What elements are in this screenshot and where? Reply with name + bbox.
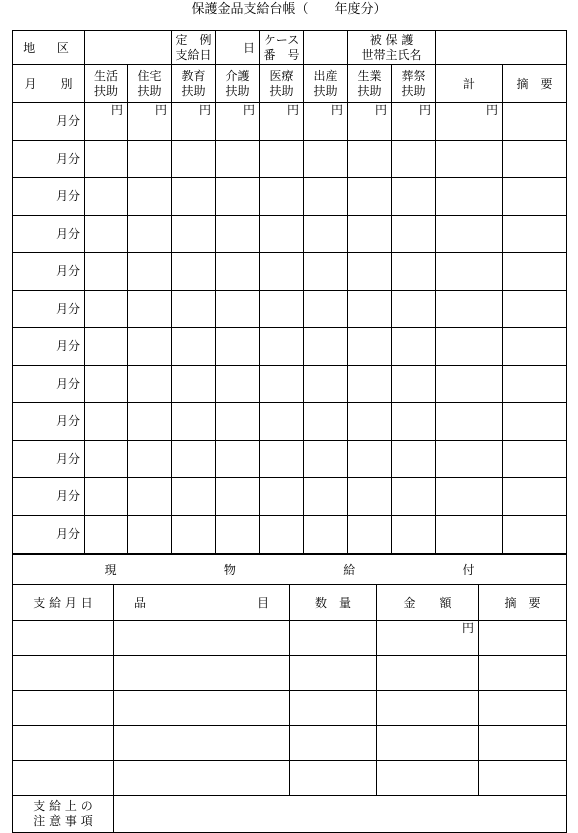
col-header-4: 医療 扶助 <box>260 65 304 103</box>
month-row <box>13 290 567 328</box>
amount-cell[interactable] <box>260 103 304 141</box>
amount-cell[interactable] <box>172 403 216 441</box>
amount-cell[interactable] <box>172 140 216 178</box>
amount-cell[interactable] <box>85 178 128 216</box>
amount-cell[interactable] <box>348 403 392 441</box>
inkind-row <box>13 656 567 691</box>
inkind-rows <box>13 621 567 796</box>
month-row <box>13 478 567 516</box>
amount-cell[interactable] <box>172 253 216 291</box>
quantity-cell[interactable] <box>290 726 377 761</box>
amount-cell[interactable] <box>260 440 304 478</box>
col-header-0: 生活 扶助 <box>85 65 128 103</box>
inkind-title-row <box>13 555 567 585</box>
amount-cell[interactable] <box>436 365 503 403</box>
amount-cell[interactable] <box>436 440 503 478</box>
amount-cell[interactable] <box>85 478 128 516</box>
amount-cell[interactable] <box>172 103 216 141</box>
amount-cell[interactable] <box>436 103 503 141</box>
quantity-cell[interactable] <box>290 761 377 796</box>
amount-cell[interactable] <box>304 515 348 553</box>
amount-cell[interactable] <box>436 178 503 216</box>
col-header-6: 生業 扶助 <box>348 65 392 103</box>
amount-cell[interactable] <box>436 328 503 366</box>
amount-cell[interactable] <box>392 478 436 516</box>
item-cell[interactable] <box>114 726 290 761</box>
header-info-row <box>13 31 567 65</box>
amount-cell[interactable] <box>260 478 304 516</box>
amount-cell[interactable] <box>172 440 216 478</box>
inkind-row <box>13 691 567 726</box>
amount-cell[interactable] <box>304 178 348 216</box>
case-bottom: 番 号 <box>263 47 300 62</box>
month-row-label: 月分 <box>13 178 85 216</box>
col-header-5: 出産 扶助 <box>304 65 348 103</box>
amount-cell[interactable] <box>436 253 503 291</box>
case-number-field[interactable] <box>304 31 348 65</box>
notes-label: 支 給 上 の 注 意 事 項 <box>13 796 114 833</box>
amount-cell[interactable] <box>172 478 216 516</box>
regular-day-bottom: 支給日 <box>175 47 212 62</box>
amount-cell[interactable] <box>377 726 479 761</box>
amount-cell[interactable] <box>377 656 479 691</box>
month-row <box>13 215 567 253</box>
case-number-label <box>260 31 304 65</box>
amount-cell[interactable] <box>128 403 172 441</box>
month-row-label: 月分 <box>13 290 85 328</box>
date-cell[interactable] <box>13 656 114 691</box>
title-suffix: 年度分） <box>334 2 387 17</box>
month-row <box>13 365 567 403</box>
amount-cell[interactable] <box>85 215 128 253</box>
month-label: 月 別 <box>13 65 85 103</box>
remarks-label: 摘 要 <box>503 65 567 103</box>
notes-field[interactable] <box>114 796 567 833</box>
yen-unit: 円 <box>419 103 432 117</box>
amount-cell[interactable] <box>128 253 172 291</box>
month-row <box>13 178 567 216</box>
yen-unit: 円 <box>110 103 123 117</box>
amount-cell[interactable] <box>85 140 128 178</box>
col-header-3: 介護 扶助 <box>216 65 260 103</box>
remarks-cell[interactable] <box>479 621 567 656</box>
item-cell[interactable] <box>114 621 290 656</box>
amount-cell[interactable] <box>128 365 172 403</box>
amount-cell[interactable] <box>216 440 260 478</box>
amount-cell[interactable] <box>216 215 260 253</box>
amount-cell[interactable] <box>260 215 304 253</box>
amount-label: 金 額 <box>377 585 479 621</box>
quantity-label: 数 量 <box>290 585 377 621</box>
monthly-assistance-table <box>12 30 567 554</box>
item-cell[interactable] <box>114 691 290 726</box>
amount-cell[interactable] <box>172 215 216 253</box>
amount-cell[interactable] <box>392 178 436 216</box>
quantity-cell[interactable] <box>290 656 377 691</box>
month-row-label: 月分 <box>13 215 85 253</box>
amount-cell[interactable] <box>216 328 260 366</box>
household-head-field[interactable] <box>436 31 567 65</box>
amount-cell[interactable] <box>348 440 392 478</box>
amount-cell[interactable] <box>128 328 172 366</box>
amount-cell[interactable] <box>392 515 436 553</box>
month-row <box>13 140 567 178</box>
inkind-header-row <box>13 585 567 621</box>
amount-cell[interactable] <box>172 290 216 328</box>
item-label: 品 目 <box>114 585 290 621</box>
month-row-label: 月分 <box>13 403 85 441</box>
amount-cell[interactable] <box>436 515 503 553</box>
amount-cell[interactable] <box>392 328 436 366</box>
amount-cell[interactable] <box>216 140 260 178</box>
amount-cell[interactable] <box>85 290 128 328</box>
amount-cell[interactable] <box>348 178 392 216</box>
amount-cell[interactable] <box>436 140 503 178</box>
head-bottom: 世帯主氏名 <box>361 47 422 62</box>
remarks-cell[interactable] <box>479 761 567 796</box>
amount-cell[interactable] <box>392 103 436 141</box>
remarks-cell[interactable] <box>503 440 567 478</box>
remarks-cell[interactable] <box>503 103 567 141</box>
amount-cell[interactable] <box>436 290 503 328</box>
col-header-2: 教育 扶助 <box>172 65 216 103</box>
amount-cell[interactable] <box>172 328 216 366</box>
amount-cell[interactable] <box>392 253 436 291</box>
remarks-cell[interactable] <box>503 178 567 216</box>
item-cell[interactable] <box>114 656 290 691</box>
date-cell[interactable] <box>13 621 114 656</box>
amount-cell[interactable] <box>128 140 172 178</box>
amount-cell[interactable] <box>85 515 128 553</box>
remarks-cell[interactable] <box>479 691 567 726</box>
amount-cell[interactable] <box>260 365 304 403</box>
date-cell[interactable] <box>13 691 114 726</box>
title-prefix: 保護金品支給台帳（ <box>191 2 309 17</box>
col-header-1: 住宅 扶助 <box>128 65 172 103</box>
amount-cell[interactable] <box>348 328 392 366</box>
regular-day-field[interactable] <box>216 31 260 65</box>
district-field[interactable] <box>85 31 172 65</box>
inkind-remarks-label: 摘 要 <box>479 585 567 621</box>
yen-unit: 円 <box>486 103 499 117</box>
amount-cell[interactable] <box>260 515 304 553</box>
amount-cell[interactable] <box>128 290 172 328</box>
quantity-cell[interactable] <box>290 621 377 656</box>
remarks-cell[interactable] <box>503 478 567 516</box>
month-row <box>13 440 567 478</box>
month-row <box>13 403 567 441</box>
remarks-cell[interactable] <box>503 253 567 291</box>
amount-cell[interactable] <box>216 403 260 441</box>
amount-cell[interactable] <box>128 478 172 516</box>
date-cell[interactable] <box>13 761 114 796</box>
remarks-cell[interactable] <box>479 726 567 761</box>
amount-cell[interactable] <box>85 403 128 441</box>
yen-unit: 円 <box>461 621 474 635</box>
amount-cell[interactable] <box>128 178 172 216</box>
amount-cell[interactable] <box>348 215 392 253</box>
amount-cell[interactable] <box>128 440 172 478</box>
regular-day-label <box>172 31 216 65</box>
amount-cell[interactable] <box>348 140 392 178</box>
amount-cell[interactable] <box>304 328 348 366</box>
yen-unit: 円 <box>374 103 387 117</box>
inkind-section-title: 現 物 給 付 <box>13 555 567 585</box>
amount-cell[interactable] <box>392 403 436 441</box>
yen-unit: 円 <box>154 103 167 117</box>
month-row <box>13 328 567 366</box>
household-head-label <box>348 31 436 65</box>
inkind-row <box>13 761 567 796</box>
amount-cell[interactable] <box>392 140 436 178</box>
amount-cell[interactable] <box>392 440 436 478</box>
remarks-cell[interactable] <box>503 290 567 328</box>
month-row <box>13 515 567 553</box>
district-label: 地 区 <box>13 31 85 65</box>
amount-cell[interactable] <box>304 478 348 516</box>
month-row-label: 月分 <box>13 478 85 516</box>
amount-cell[interactable] <box>436 403 503 441</box>
amount-cell[interactable] <box>348 290 392 328</box>
amount-cell[interactable] <box>392 365 436 403</box>
head-top: 被 保 護 <box>369 32 414 47</box>
inkind-row <box>13 621 567 656</box>
remarks-cell[interactable] <box>503 365 567 403</box>
amount-cell[interactable] <box>304 215 348 253</box>
amount-cell[interactable] <box>392 290 436 328</box>
remarks-cell[interactable] <box>503 328 567 366</box>
remarks-cell[interactable] <box>503 215 567 253</box>
amount-cell[interactable] <box>216 365 260 403</box>
inkind-row <box>13 726 567 761</box>
remarks-cell[interactable] <box>479 656 567 691</box>
month-row <box>13 253 567 291</box>
month-row-label: 月分 <box>13 365 85 403</box>
amount-cell[interactable] <box>304 253 348 291</box>
amount-cell[interactable] <box>392 215 436 253</box>
amount-cell[interactable] <box>377 621 479 656</box>
supply-date-label: 支 給 月 日 <box>13 585 114 621</box>
amount-cell[interactable] <box>260 178 304 216</box>
amount-cell[interactable] <box>85 328 128 366</box>
month-row-label: 月分 <box>13 253 85 291</box>
day-unit: 日 <box>242 40 255 55</box>
notes-row <box>13 796 567 833</box>
remarks-cell[interactable] <box>503 403 567 441</box>
amount-cell[interactable] <box>348 103 392 141</box>
amount-cell[interactable] <box>304 440 348 478</box>
amount-cell[interactable] <box>348 365 392 403</box>
yen-unit: 円 <box>330 103 343 117</box>
amount-cell[interactable] <box>216 478 260 516</box>
amount-cell[interactable] <box>304 403 348 441</box>
amount-cell[interactable] <box>128 515 172 553</box>
amount-cell[interactable] <box>304 365 348 403</box>
amount-cell[interactable] <box>348 515 392 553</box>
amount-cell[interactable] <box>260 290 304 328</box>
amount-cell[interactable] <box>436 478 503 516</box>
amount-cell[interactable] <box>128 103 172 141</box>
regular-day-top: 定 例 <box>175 32 212 47</box>
amount-cell[interactable] <box>85 103 128 141</box>
amount-cell[interactable] <box>348 478 392 516</box>
amount-cell[interactable] <box>348 253 392 291</box>
amount-cell[interactable] <box>85 253 128 291</box>
col-header-7: 葬祭 扶助 <box>392 65 436 103</box>
yen-unit: 円 <box>198 103 211 117</box>
amount-cell[interactable] <box>216 178 260 216</box>
amount-cell[interactable] <box>304 103 348 141</box>
month-rows <box>13 103 567 554</box>
month-row-label: 月分 <box>13 328 85 366</box>
yen-unit: 円 <box>242 103 255 117</box>
remarks-cell[interactable] <box>503 140 567 178</box>
amount-cell[interactable] <box>377 691 479 726</box>
amount-cell[interactable] <box>85 365 128 403</box>
amount-cell[interactable] <box>128 215 172 253</box>
item-cell[interactable] <box>114 761 290 796</box>
amount-cell[interactable] <box>216 253 260 291</box>
inkind-benefit-table <box>12 554 567 833</box>
amount-cell[interactable] <box>436 215 503 253</box>
month-row-label: 月分 <box>13 440 85 478</box>
amount-cell[interactable] <box>260 328 304 366</box>
amount-cell[interactable] <box>172 178 216 216</box>
amount-cell[interactable] <box>304 290 348 328</box>
date-cell[interactable] <box>13 726 114 761</box>
amount-cell[interactable] <box>216 515 260 553</box>
ledger-title <box>0 0 578 20</box>
amount-cell[interactable] <box>260 253 304 291</box>
amount-cell[interactable] <box>260 140 304 178</box>
case-top: ケース <box>263 32 300 47</box>
amount-cell[interactable] <box>172 365 216 403</box>
yen-unit: 円 <box>286 103 299 117</box>
amount-cell[interactable] <box>304 140 348 178</box>
amount-cell[interactable] <box>260 403 304 441</box>
amount-cell[interactable] <box>216 103 260 141</box>
month-row-label: 月分 <box>13 103 85 141</box>
total-label: 計 <box>436 65 503 103</box>
amount-cell[interactable] <box>85 440 128 478</box>
month-row <box>13 103 567 141</box>
amount-cell[interactable] <box>172 515 216 553</box>
amount-cell[interactable] <box>377 761 479 796</box>
amount-cell[interactable] <box>216 290 260 328</box>
column-header-row <box>13 65 567 103</box>
quantity-cell[interactable] <box>290 691 377 726</box>
month-row-label: 月分 <box>13 140 85 178</box>
remarks-cell[interactable] <box>503 515 567 553</box>
month-row-label: 月分 <box>13 515 85 553</box>
